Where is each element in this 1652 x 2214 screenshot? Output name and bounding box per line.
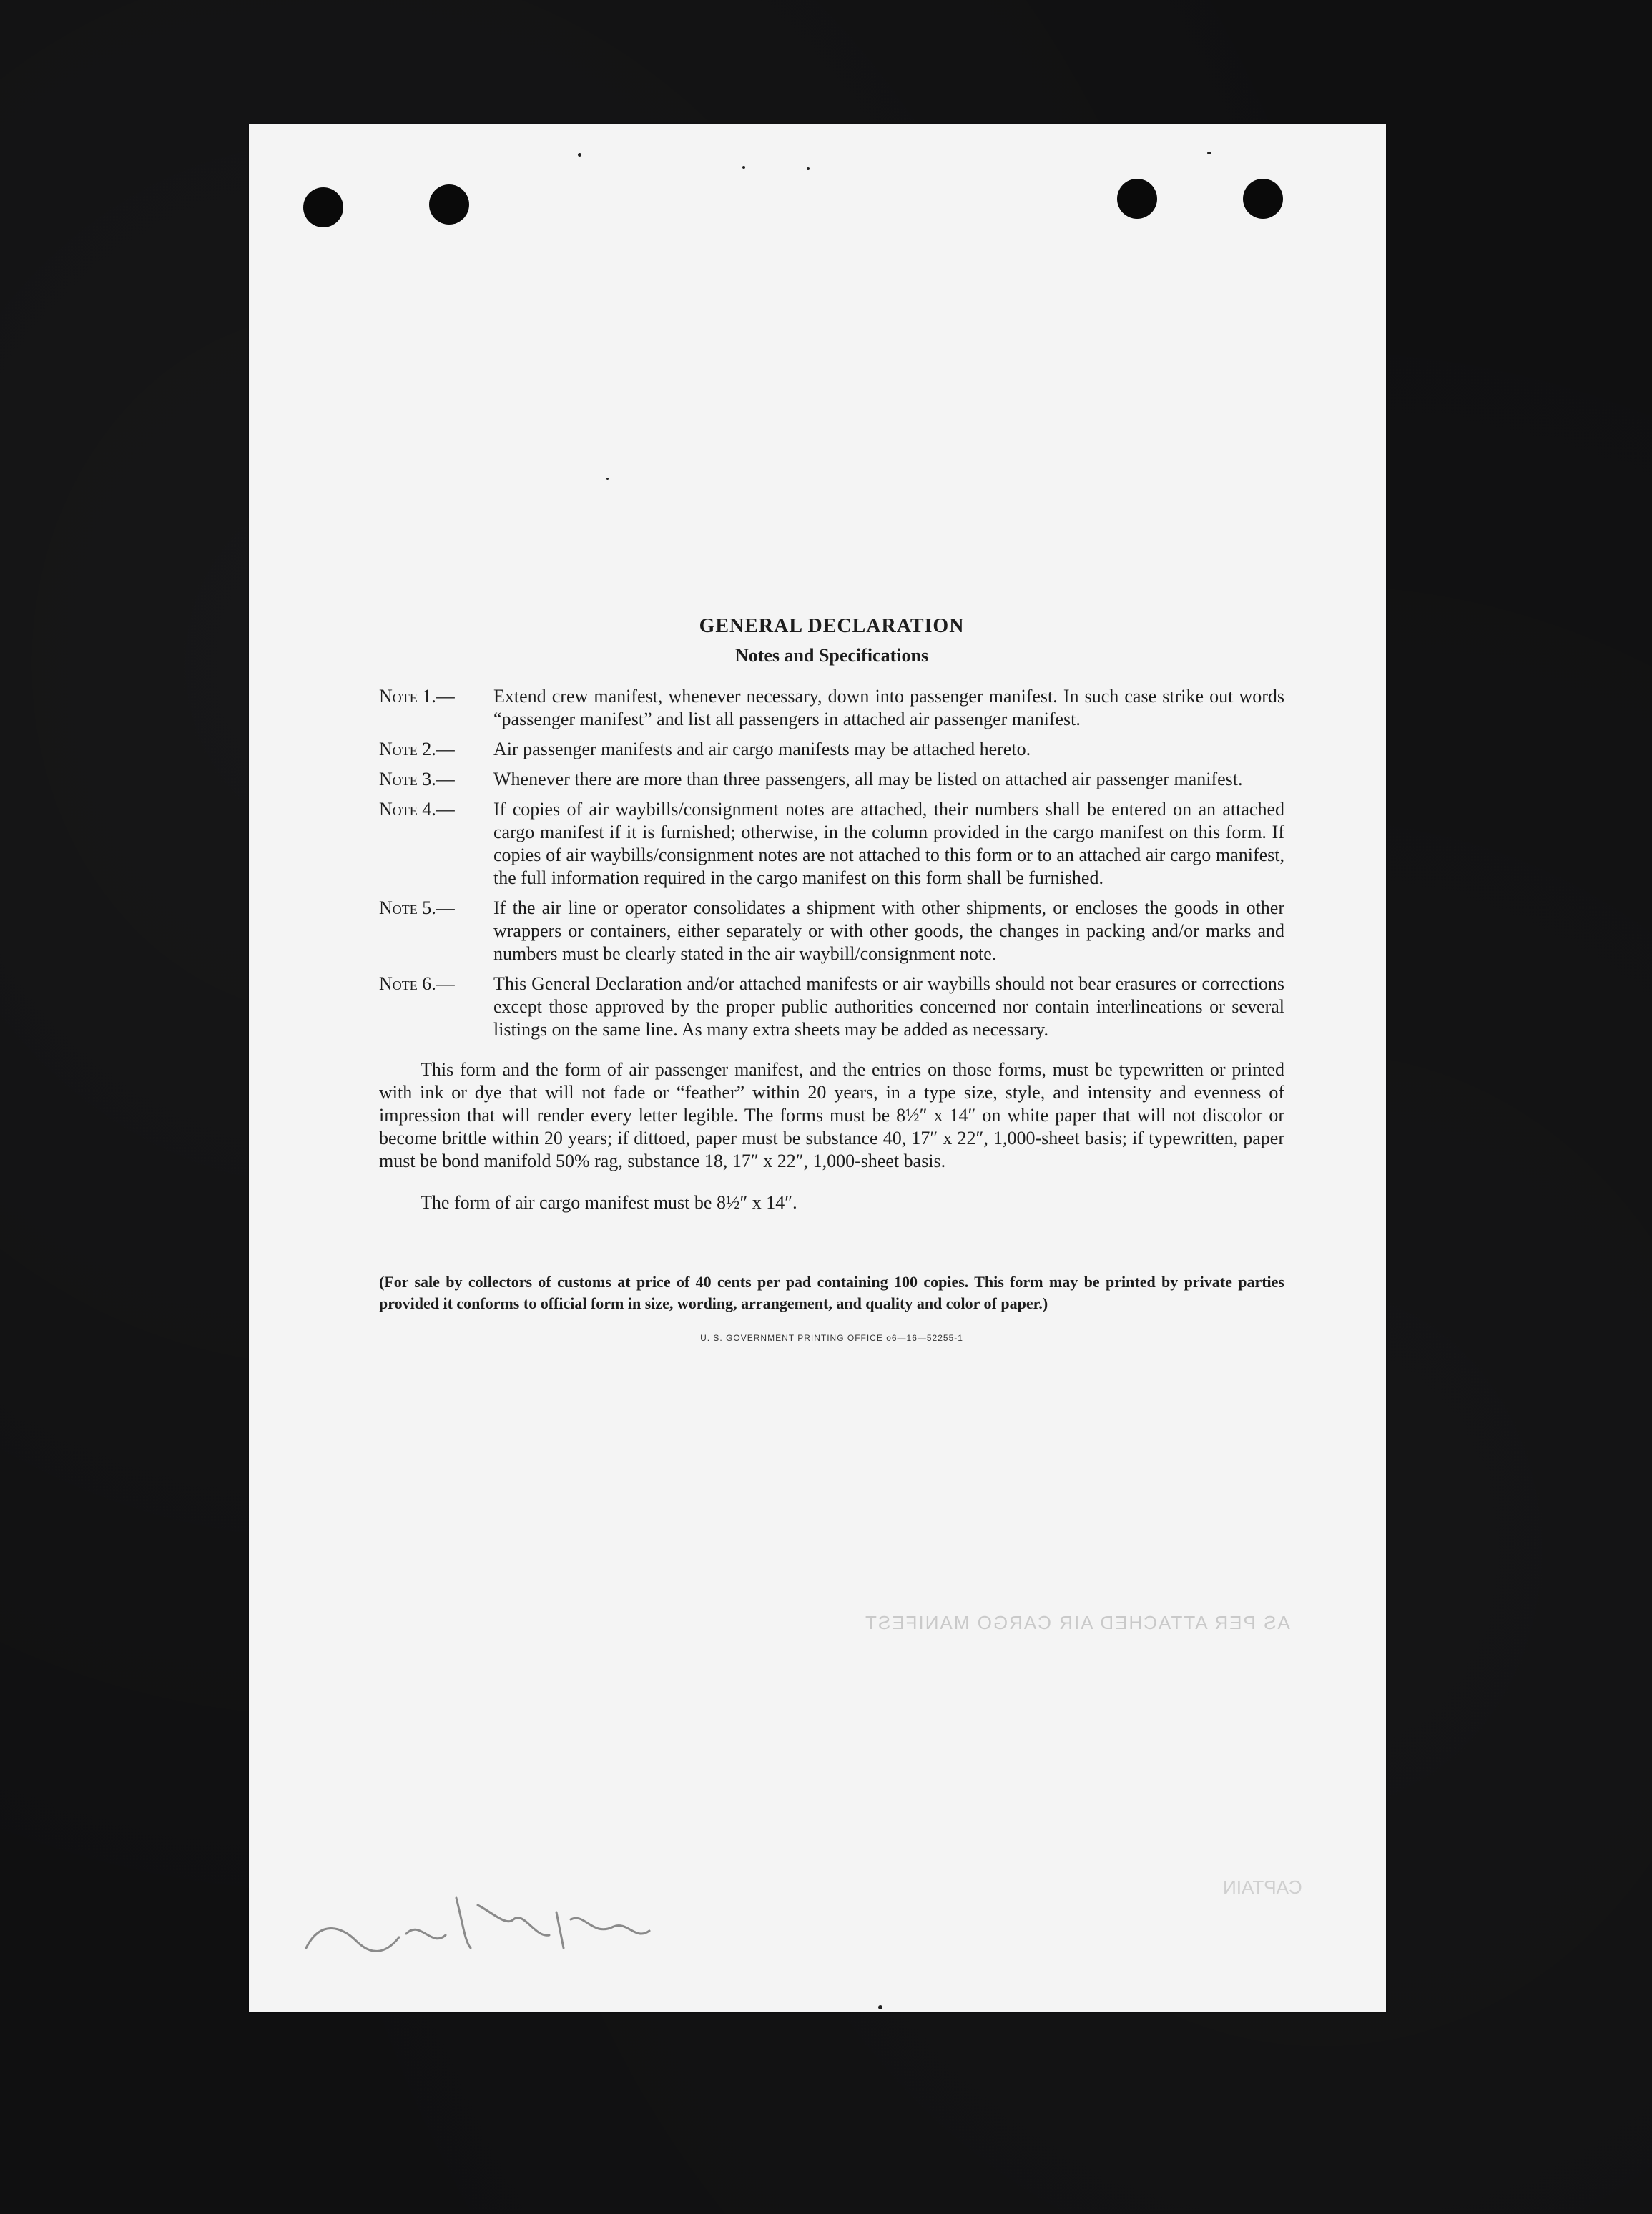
note-6 — [379, 973, 1284, 1041]
show-through-captain-label: CAPTAIN — [1223, 1876, 1302, 1898]
note-label: Note 1.— — [379, 686, 455, 707]
punch-hole-right-1 — [1117, 179, 1157, 219]
speck — [807, 167, 810, 170]
speck — [742, 166, 745, 169]
punch-hole-left-2 — [429, 184, 469, 225]
note-text: If the air line or operator consolidates a shipment with other shipments, or encloses the goods in other wrappers or containers, either separately or with other goods, the changes in packing and/or marks and numbers must be clearly stated in the air waybill/consignment note. — [493, 897, 1284, 964]
note-3 — [379, 768, 1284, 791]
note-text: This General Declaration and/or attached manifests or air waybills should not bear erasures or corrections except those approved by the proper public authorities concerned nor contain interlineations or several listings on the same line. As many extra sheets may be added as necessary. — [493, 973, 1284, 1040]
speck — [878, 2005, 882, 2009]
punch-hole-left-1 — [303, 187, 343, 227]
note-text: Extend crew manifest, whenever necessary, down into passenger manifest. In such case strike out words “passenger manifest” and list all passengers in attached air passenger manifest. — [493, 686, 1284, 729]
note-label: Note 5.— — [379, 897, 455, 918]
punch-hole-right-2 — [1243, 179, 1283, 219]
note-2 — [379, 738, 1284, 761]
printing-office-imprint: U. S. GOVERNMENT PRINTING OFFICE o6—16—52255-1 — [700, 1333, 963, 1343]
speck — [578, 153, 581, 157]
page-subtitle: Notes and Specifications — [734, 645, 929, 666]
note-text: Air passenger manifests and air cargo manifests may be attached hereto. — [493, 739, 1031, 759]
note-4 — [379, 798, 1284, 890]
note-1 — [379, 685, 1284, 731]
cargo-manifest-size-paragraph: The form of air cargo manifest must be 8½″ x 14″. — [421, 1192, 797, 1213]
note-5 — [379, 897, 1284, 965]
sale-note: (For sale by collectors of customs at price of 40 cents per pad containing 100 copies. This form may be printed by private parties provided it conforms to official form in size, wording, arrangement, and quality and color of paper.) — [379, 1273, 1284, 1312]
note-text: Whenever there are more than three passengers, all may be listed on attached air passenger manifest. — [493, 769, 1243, 789]
note-label: Note 4.— — [379, 799, 455, 820]
note-text: If copies of air waybills/consignment notes are attached, their numbers shall be entered on an attached cargo manifest if it is furnished; otherwise, in the column provided in the cargo manifest on this form. If copies of air waybills/consignment notes are not attached to this form or to an attached air cargo manifest, the full information required in the cargo manifest on this form shall be furnished. — [493, 799, 1284, 888]
page-title: GENERAL DECLARATION — [699, 615, 965, 637]
paper-specification-paragraph: This form and the form of air passenger manifest, and the entries on those forms, must be typewritten or printed with ink or dye that will not fade or “feather” within 20 years, in a type size, style, and intensity and evenness of impression that will render every letter legible. The forms must be 8½″ x 14″ on white paper that will not discolor or become brittle within 20 years; if dittoed, paper must be substance 40, 17″ x 22″, 1,000-sheet basis; if typewritten, paper must be bond manifold 50% rag, substance 18, 17″ x 22″, 1,000-sheet basis. — [379, 1059, 1284, 1171]
speck — [1207, 152, 1211, 154]
note-label: Note 2.— — [379, 739, 455, 759]
handwritten-signature — [277, 1869, 678, 1969]
show-through-heading: AS PER ATTACHED AIR CARGO MANIFEST — [864, 1612, 1290, 1633]
note-label: Note 6.— — [379, 973, 455, 994]
note-label: Note 3.— — [379, 769, 455, 789]
declaration-content — [379, 615, 1284, 1343]
speck — [606, 478, 609, 480]
